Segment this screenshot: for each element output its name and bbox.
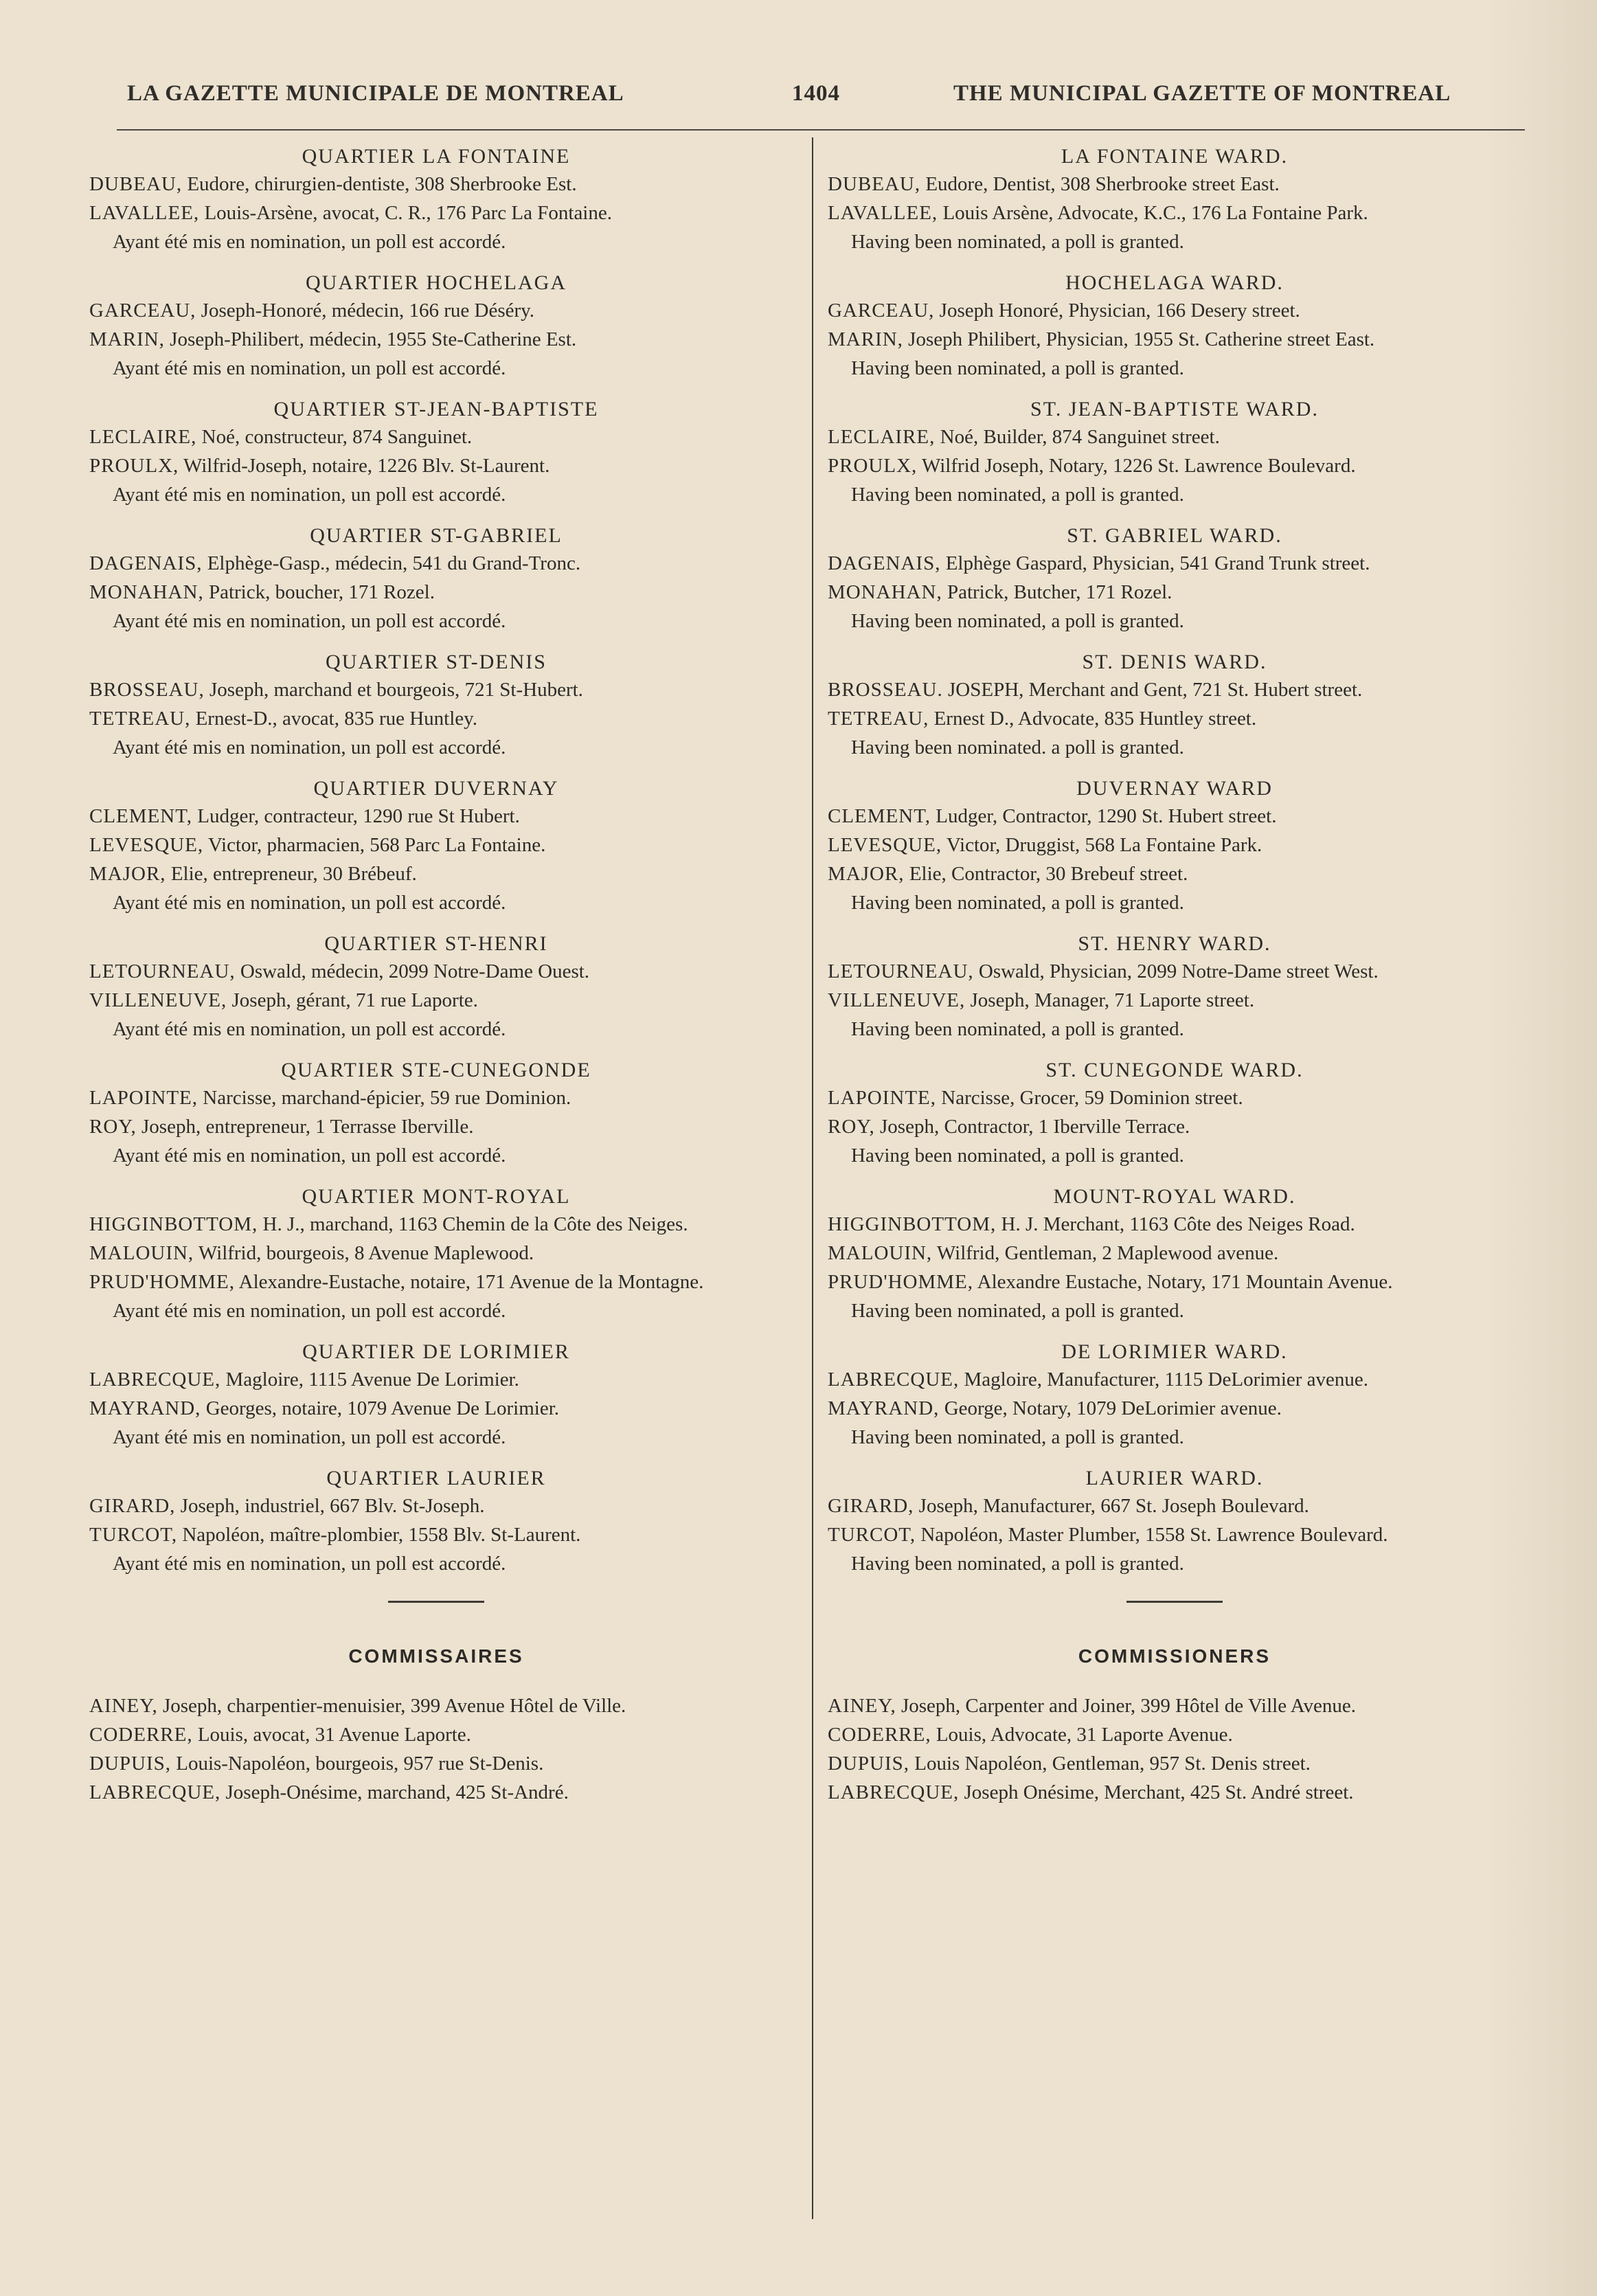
ward-title: HOCHELAGA WARD.	[1065, 271, 1284, 294]
candidate-name: GIRARD,	[828, 1495, 914, 1517]
poll-notice: Having been nominated, a poll is granted.	[851, 231, 1184, 253]
commissioner-details: Louis Napoléon, Gentleman, 957 St. Denis street.	[914, 1753, 1311, 1775]
candidate-entry	[828, 804, 1521, 829]
poll-notice: Ayant été mis en nomination, un poll est accordé.	[113, 357, 506, 379]
candidate-name: CLEMENT,	[828, 805, 931, 827]
poll-notice: Ayant été mis en nomination, un poll est accordé.	[113, 1300, 506, 1322]
candidate-details: Joseph, industriel, 667 Blv. St-Joseph.	[180, 1495, 485, 1517]
poll-notice: Ayant été mis en nomination, un poll est accordé.	[113, 1145, 506, 1167]
column-divider	[812, 137, 813, 2219]
candidate-details: Noé, Builder, 874 Sanguinet street.	[940, 426, 1220, 448]
commissioner-name: LABRECQUE,	[828, 1781, 960, 1803]
candidate-entry	[89, 833, 783, 857]
candidate-entry	[89, 677, 783, 702]
poll-notice: Having been nominated, a poll is granted.	[851, 1018, 1184, 1040]
candidate-details: Joseph, Manager, 71 Laporte street.	[970, 989, 1255, 1011]
ward-section	[828, 397, 1521, 507]
commissioner-entry	[828, 1751, 1521, 1776]
commissioner-entry	[89, 1693, 783, 1718]
commissioner-details: Joseph, Carpenter and Joiner, 399 Hôtel de Ville Avenue.	[901, 1695, 1357, 1717]
commissioner-name: CODERRE,	[89, 1724, 193, 1746]
candidate-entry	[89, 425, 783, 449]
poll-notice: Ayant été mis en nomination, un poll est accordé.	[113, 736, 506, 758]
commissioner-name: LABRECQUE,	[89, 1781, 221, 1803]
candidate-name: LAVALLEE,	[89, 202, 200, 224]
poll-notice: Ayant été mis en nomination, un poll est accordé.	[113, 892, 506, 914]
candidate-name: HIGGINBOTTOM,	[89, 1213, 258, 1235]
candidate-entry	[89, 551, 783, 576]
poll-notice: Ayant été mis en nomination, un poll est accordé.	[113, 610, 506, 632]
candidate-entry	[828, 201, 1521, 225]
candidate-details: Elie, entrepreneur, 30 Brébeuf.	[170, 863, 417, 885]
candidate-entry	[828, 580, 1521, 605]
ward-title: QUARTIER DUVERNAY	[313, 777, 559, 800]
candidate-entry	[89, 804, 783, 829]
candidate-name: LEVESQUE,	[89, 834, 204, 856]
candidate-details: H. J., marchand, 1163 Chemin de la Côte des Neiges.	[262, 1213, 688, 1235]
candidate-name: DAGENAIS,	[828, 552, 941, 574]
candidate-details: Victor, Druggist, 568 La Fontaine Park.	[946, 834, 1262, 856]
header-rule	[117, 129, 1525, 131]
ward-section	[89, 1466, 783, 1576]
candidate-entry	[828, 1522, 1521, 1547]
poll-notice: Ayant été mis en nomination, un poll est accordé.	[113, 231, 506, 253]
candidate-details: JOSEPH, Merchant and Gent, 721 St. Hubert street.	[948, 679, 1363, 701]
candidate-name: DUBEAU,	[828, 173, 921, 195]
candidate-details: Joseph, gérant, 71 rue Laporte.	[231, 989, 478, 1011]
ward-section	[828, 524, 1521, 633]
poll-notice: Having been nominated, a poll is granted.	[851, 1145, 1184, 1167]
ward-section	[828, 144, 1521, 254]
ward-title: ST. JEAN-BAPTISTE WARD.	[1030, 398, 1319, 420]
commissioner-entry	[89, 1722, 783, 1747]
candidate-details: Wilfrid Joseph, Notary, 1226 St. Lawrence Boulevard.	[922, 455, 1356, 477]
candidate-name: PROULX,	[89, 455, 179, 477]
commissioner-name: DUPUIS,	[828, 1753, 909, 1775]
commissioner-details: Louis-Napoléon, bourgeois, 957 rue St-Denis.	[176, 1753, 544, 1775]
candidate-name: MAJOR,	[828, 863, 905, 885]
poll-notice: Having been nominated, a poll is granted.	[851, 1426, 1184, 1448]
poll-notice: Having been nominated, a poll is granted.	[851, 1300, 1184, 1322]
candidate-details: Patrick, Butcher, 171 Rozel.	[947, 581, 1173, 603]
candidate-entry	[89, 959, 783, 984]
ward-title: ST. HENRY WARD.	[1078, 932, 1271, 955]
ward-section	[828, 1466, 1521, 1576]
ward-title: QUARTIER ST-JEAN-BAPTISTE	[273, 398, 599, 420]
candidate-details: Joseph Honoré, Physician, 166 Desery street.	[939, 300, 1300, 322]
candidate-entry	[828, 327, 1521, 352]
candidate-details: Ludger, Contractor, 1290 St. Hubert street.	[936, 805, 1277, 827]
poll-notice: Having been nominated, a poll is granted.	[851, 484, 1184, 506]
ward-section	[828, 776, 1521, 915]
candidate-details: Elphège Gaspard, Physician, 541 Grand Trunk street.	[945, 552, 1370, 574]
candidate-details: Joseph, marchand et bourgeois, 721 St-Hubert.	[209, 679, 583, 701]
candidate-details: H. J. Merchant, 1163 Côte des Neiges Road.	[1001, 1213, 1355, 1235]
candidate-entry	[828, 1114, 1521, 1139]
candidate-entry	[828, 453, 1521, 478]
commissioner-name: AINEY,	[89, 1695, 158, 1717]
candidate-entry	[89, 1270, 783, 1294]
candidate-details: Wilfrid, Gentleman, 2 Maplewood avenue.	[936, 1242, 1279, 1264]
ward-section	[89, 1058, 783, 1168]
candidate-details: Louis-Arsène, avocat, C. R., 176 Parc La Fontaine.	[204, 202, 612, 224]
ward-section	[89, 776, 783, 915]
candidate-name: VILLENEUVE,	[89, 989, 227, 1011]
commissioner-details: Joseph Onésime, Merchant, 425 St. André street.	[964, 1781, 1354, 1803]
commissioner-name: AINEY,	[828, 1695, 896, 1717]
candidate-name: MARIN,	[89, 328, 165, 350]
candidate-entry	[828, 677, 1521, 702]
candidate-details: Patrick, boucher, 171 Rozel.	[208, 581, 435, 603]
commissioner-entry	[828, 1780, 1521, 1805]
poll-notice: Ayant été mis en nomination, un poll est accordé.	[113, 1018, 506, 1040]
poll-notice: Having been nominated, a poll is granted.	[851, 357, 1184, 379]
poll-notice: Ayant été mis en nomination, un poll est accordé.	[113, 1553, 506, 1575]
poll-notice: Having been nominated, a poll is granted.	[851, 892, 1184, 914]
candidate-name: PRUD'HOMME,	[828, 1271, 974, 1293]
candidate-name: CLEMENT,	[89, 805, 193, 827]
candidate-name: LABRECQUE,	[828, 1369, 960, 1391]
candidate-name: LECLAIRE,	[89, 426, 197, 448]
ward-section	[828, 932, 1521, 1042]
candidate-details: Ernest-D., avocat, 835 rue Huntley.	[195, 708, 478, 730]
commissioner-name: DUPUIS,	[89, 1753, 171, 1775]
candidate-entry	[828, 1367, 1521, 1392]
ward-title: QUARTIER LAURIER	[326, 1467, 546, 1489]
candidate-name: HIGGINBOTTOM,	[828, 1213, 997, 1235]
candidate-entry	[89, 580, 783, 605]
english-column	[828, 144, 1521, 1809]
ward-title: LA FONTAINE WARD.	[1061, 145, 1289, 168]
header-title-english: THE MUNICIPAL GAZETTE OF MONTREAL	[953, 81, 1451, 106]
candidate-name: ROY,	[828, 1116, 875, 1138]
candidate-entry	[828, 1494, 1521, 1518]
candidate-details: Noé, constructeur, 874 Sanguinet.	[201, 426, 473, 448]
candidate-name: BROSSEAU.	[828, 679, 943, 701]
candidate-entry	[89, 1494, 783, 1518]
ward-section	[89, 524, 783, 633]
candidate-entry	[89, 1367, 783, 1392]
ward-title: QUARTIER DE LORIMIER	[302, 1340, 570, 1363]
candidate-details: Ludger, contracteur, 1290 rue St Hubert.	[197, 805, 520, 827]
ward-title: ST. CUNEGONDE WARD.	[1045, 1059, 1304, 1081]
ward-title: QUARTIER LA FONTAINE	[302, 145, 571, 168]
ward-title: ST. GABRIEL WARD.	[1067, 524, 1282, 547]
commissioner-entry	[828, 1693, 1521, 1718]
candidate-entry	[89, 172, 783, 196]
commissioner-entry	[89, 1780, 783, 1805]
candidate-name: LETOURNEAU,	[89, 960, 236, 982]
ward-section	[828, 1058, 1521, 1168]
candidate-entry	[828, 1270, 1521, 1294]
poll-notice: Ayant été mis en nomination, un poll est accordé.	[113, 484, 506, 506]
candidate-entry	[89, 862, 783, 886]
candidate-name: TURCOT,	[89, 1524, 178, 1546]
candidate-details: Oswald, Physician, 2099 Notre-Dame street West.	[978, 960, 1379, 982]
candidate-entry	[89, 988, 783, 1013]
candidate-name: MAYRAND,	[89, 1397, 201, 1419]
candidate-entry	[828, 425, 1521, 449]
candidate-entry	[828, 706, 1521, 731]
candidate-entry	[89, 706, 783, 731]
candidate-details: Louis Arsène, Advocate, K.C., 176 La Fontaine Park.	[942, 202, 1368, 224]
ward-title: MOUNT-ROYAL WARD.	[1053, 1185, 1296, 1208]
candidate-name: ROY,	[89, 1116, 137, 1138]
candidate-name: MAJOR,	[89, 863, 166, 885]
ward-title: QUARTIER HOCHELAGA	[305, 271, 567, 294]
candidate-name: TURCOT,	[828, 1524, 916, 1546]
candidate-entry	[89, 1396, 783, 1421]
ward-title: DUVERNAY WARD	[1076, 777, 1273, 800]
candidate-entry	[828, 1241, 1521, 1265]
poll-notice: Having been nominated, a poll is granted.	[851, 1553, 1184, 1575]
commissioner-details: Louis, Advocate, 31 Laporte Avenue.	[936, 1724, 1233, 1746]
commissioner-details: Joseph, charpentier-menuisier, 399 Avenue Hôtel de Ville.	[162, 1695, 626, 1717]
ward-section	[89, 650, 783, 760]
candidate-entry	[828, 959, 1521, 984]
ward-section	[828, 650, 1521, 760]
candidate-entry	[89, 1212, 783, 1237]
candidate-details: Magloire, 1115 Avenue De Lorimier.	[225, 1369, 519, 1391]
candidate-entry	[828, 298, 1521, 323]
ward-title: LAURIER WARD.	[1085, 1467, 1264, 1489]
poll-notice: Ayant été mis en nomination, un poll est accordé.	[113, 1426, 506, 1448]
candidate-name: MONAHAN,	[89, 581, 204, 603]
ward-title: DE LORIMIER WARD.	[1061, 1340, 1288, 1363]
ward-title: QUARTIER ST-DENIS	[326, 651, 547, 673]
candidate-name: LETOURNEAU,	[828, 960, 974, 982]
candidate-details: Eudore, chirurgien-dentiste, 308 Sherbrooke Est.	[187, 173, 577, 195]
candidate-name: BROSSEAU,	[89, 679, 205, 701]
candidate-entry	[89, 1114, 783, 1139]
candidate-details: Joseph, Contractor, 1 Iberville Terrace.	[880, 1116, 1190, 1138]
candidate-details: Narcisse, Grocer, 59 Dominion street.	[941, 1087, 1243, 1109]
commissioner-entry	[89, 1751, 783, 1776]
candidate-details: Narcisse, marchand-épicier, 59 rue Dominion.	[203, 1087, 571, 1109]
section-rule	[1126, 1601, 1223, 1603]
poll-notice: Having been nominated, a poll is granted.	[851, 610, 1184, 632]
header-title-french: LA GAZETTE MUNICIPALE DE MONTREAL	[127, 81, 624, 106]
candidate-name: LAPOINTE,	[89, 1087, 199, 1109]
ward-section	[828, 1184, 1521, 1323]
ward-section	[89, 932, 783, 1042]
ward-title: QUARTIER ST-HENRI	[324, 932, 548, 955]
ward-title: QUARTIER MONT-ROYAL	[302, 1185, 571, 1208]
candidate-details: Eudore, Dentist, 308 Sherbrooke street East.	[925, 173, 1280, 195]
candidate-entry	[89, 1522, 783, 1547]
candidate-name: LEVESQUE,	[828, 834, 942, 856]
candidate-name: GIRARD,	[89, 1495, 176, 1517]
candidate-name: MALOUIN,	[89, 1242, 194, 1264]
candidate-entry	[89, 453, 783, 478]
ward-section	[89, 397, 783, 507]
ward-section	[828, 1340, 1521, 1450]
candidate-details: Georges, notaire, 1079 Avenue De Lorimier.	[205, 1397, 560, 1419]
candidate-entry	[89, 1085, 783, 1110]
ward-title: QUARTIER STE-CUNEGONDE	[281, 1059, 591, 1081]
candidate-details: Joseph Philibert, Physician, 1955 St. Catherine street East.	[908, 328, 1375, 350]
candidate-name: MARIN,	[828, 328, 903, 350]
commissioners-title: COMMISSIONERS	[1078, 1645, 1271, 1667]
commissioner-name: CODERRE,	[828, 1724, 931, 1746]
candidate-entry	[828, 1396, 1521, 1421]
candidate-entry	[828, 551, 1521, 576]
french-column	[89, 144, 783, 1809]
candidate-name: VILLENEUVE,	[828, 989, 966, 1011]
candidate-entry	[89, 298, 783, 323]
candidate-entry	[89, 327, 783, 352]
candidate-name: TETREAU,	[828, 708, 929, 730]
candidate-details: Alexandre-Eustache, notaire, 171 Avenue de la Montagne.	[238, 1271, 704, 1293]
ward-section	[89, 144, 783, 254]
ward-section	[89, 1340, 783, 1450]
candidate-details: Elie, Contractor, 30 Brebeuf street.	[909, 863, 1188, 885]
candidate-details: Joseph, Manufacturer, 667 St. Joseph Boulevard.	[918, 1495, 1309, 1517]
poll-notice: Having been nominated. a poll is granted.	[851, 736, 1184, 758]
page-number: 1404	[792, 81, 840, 106]
candidate-details: Elphège-Gasp., médecin, 541 du Grand-Tronc.	[207, 552, 581, 574]
ward-title: ST. DENIS WARD.	[1082, 651, 1267, 673]
candidate-details: Napoléon, Master Plumber, 1558 St. Lawrence Boulevard.	[920, 1524, 1388, 1546]
candidate-details: Napoléon, maître-plombier, 1558 Blv. St-Laurent.	[182, 1524, 581, 1546]
candidate-details: Alexandre Eustache, Notary, 171 Mountain Avenue.	[977, 1271, 1393, 1293]
candidate-entry	[89, 201, 783, 225]
candidate-details: Wilfrid, bourgeois, 8 Avenue Maplewood.	[198, 1242, 534, 1264]
candidate-entry	[828, 1085, 1521, 1110]
candidate-name: PRUD'HOMME,	[89, 1271, 236, 1293]
candidate-details: Joseph-Philibert, médecin, 1955 Ste-Catherine Est.	[170, 328, 577, 350]
candidate-entry	[89, 1241, 783, 1265]
ward-section	[89, 1184, 783, 1323]
candidate-name: DAGENAIS,	[89, 552, 203, 574]
commissioner-details: Louis, avocat, 31 Avenue Laporte.	[197, 1724, 471, 1746]
candidate-name: MAYRAND,	[828, 1397, 940, 1419]
ward-section	[89, 271, 783, 381]
section-rule	[388, 1601, 484, 1603]
commissioner-details: Joseph-Onésime, marchand, 425 St-André.	[225, 1781, 569, 1803]
candidate-details: Wilfrid-Joseph, notaire, 1226 Blv. St-Laurent.	[183, 455, 550, 477]
candidate-details: Victor, pharmacien, 568 Parc La Fontaine.	[207, 834, 546, 856]
candidate-name: LECLAIRE,	[828, 426, 936, 448]
commissioner-entry	[828, 1722, 1521, 1747]
candidate-details: Magloire, Manufacturer, 1115 DeLorimier avenue.	[964, 1369, 1369, 1391]
candidate-details: George, Notary, 1079 DeLorimier avenue.	[944, 1397, 1282, 1419]
candidate-details: Joseph-Honoré, médecin, 166 rue Déséry.	[201, 300, 534, 322]
candidate-name: LAVALLEE,	[828, 202, 938, 224]
candidate-details: Joseph, entrepreneur, 1 Terrasse Iberville.	[141, 1116, 474, 1138]
candidate-name: GARCEAU,	[828, 300, 935, 322]
candidate-name: TETREAU,	[89, 708, 191, 730]
candidate-entry	[828, 833, 1521, 857]
candidate-name: LAPOINTE,	[828, 1087, 937, 1109]
ward-section	[828, 271, 1521, 381]
candidate-name: MALOUIN,	[828, 1242, 933, 1264]
candidate-name: LABRECQUE,	[89, 1369, 221, 1391]
candidate-name: GARCEAU,	[89, 300, 196, 322]
candidate-name: PROULX,	[828, 455, 918, 477]
commissioners-title: COMMISSAIRES	[348, 1645, 524, 1667]
candidate-entry	[828, 988, 1521, 1013]
candidate-details: Oswald, médecin, 2099 Notre-Dame Ouest.	[240, 960, 590, 982]
candidate-entry	[828, 862, 1521, 886]
candidate-name: MONAHAN,	[828, 581, 942, 603]
ward-title: QUARTIER ST-GABRIEL	[310, 524, 563, 547]
candidate-details: Ernest D., Advocate, 835 Huntley street.	[933, 708, 1257, 730]
page-header	[127, 81, 1491, 122]
candidate-entry	[828, 1212, 1521, 1237]
candidate-entry	[828, 172, 1521, 196]
candidate-name: DUBEAU,	[89, 173, 183, 195]
